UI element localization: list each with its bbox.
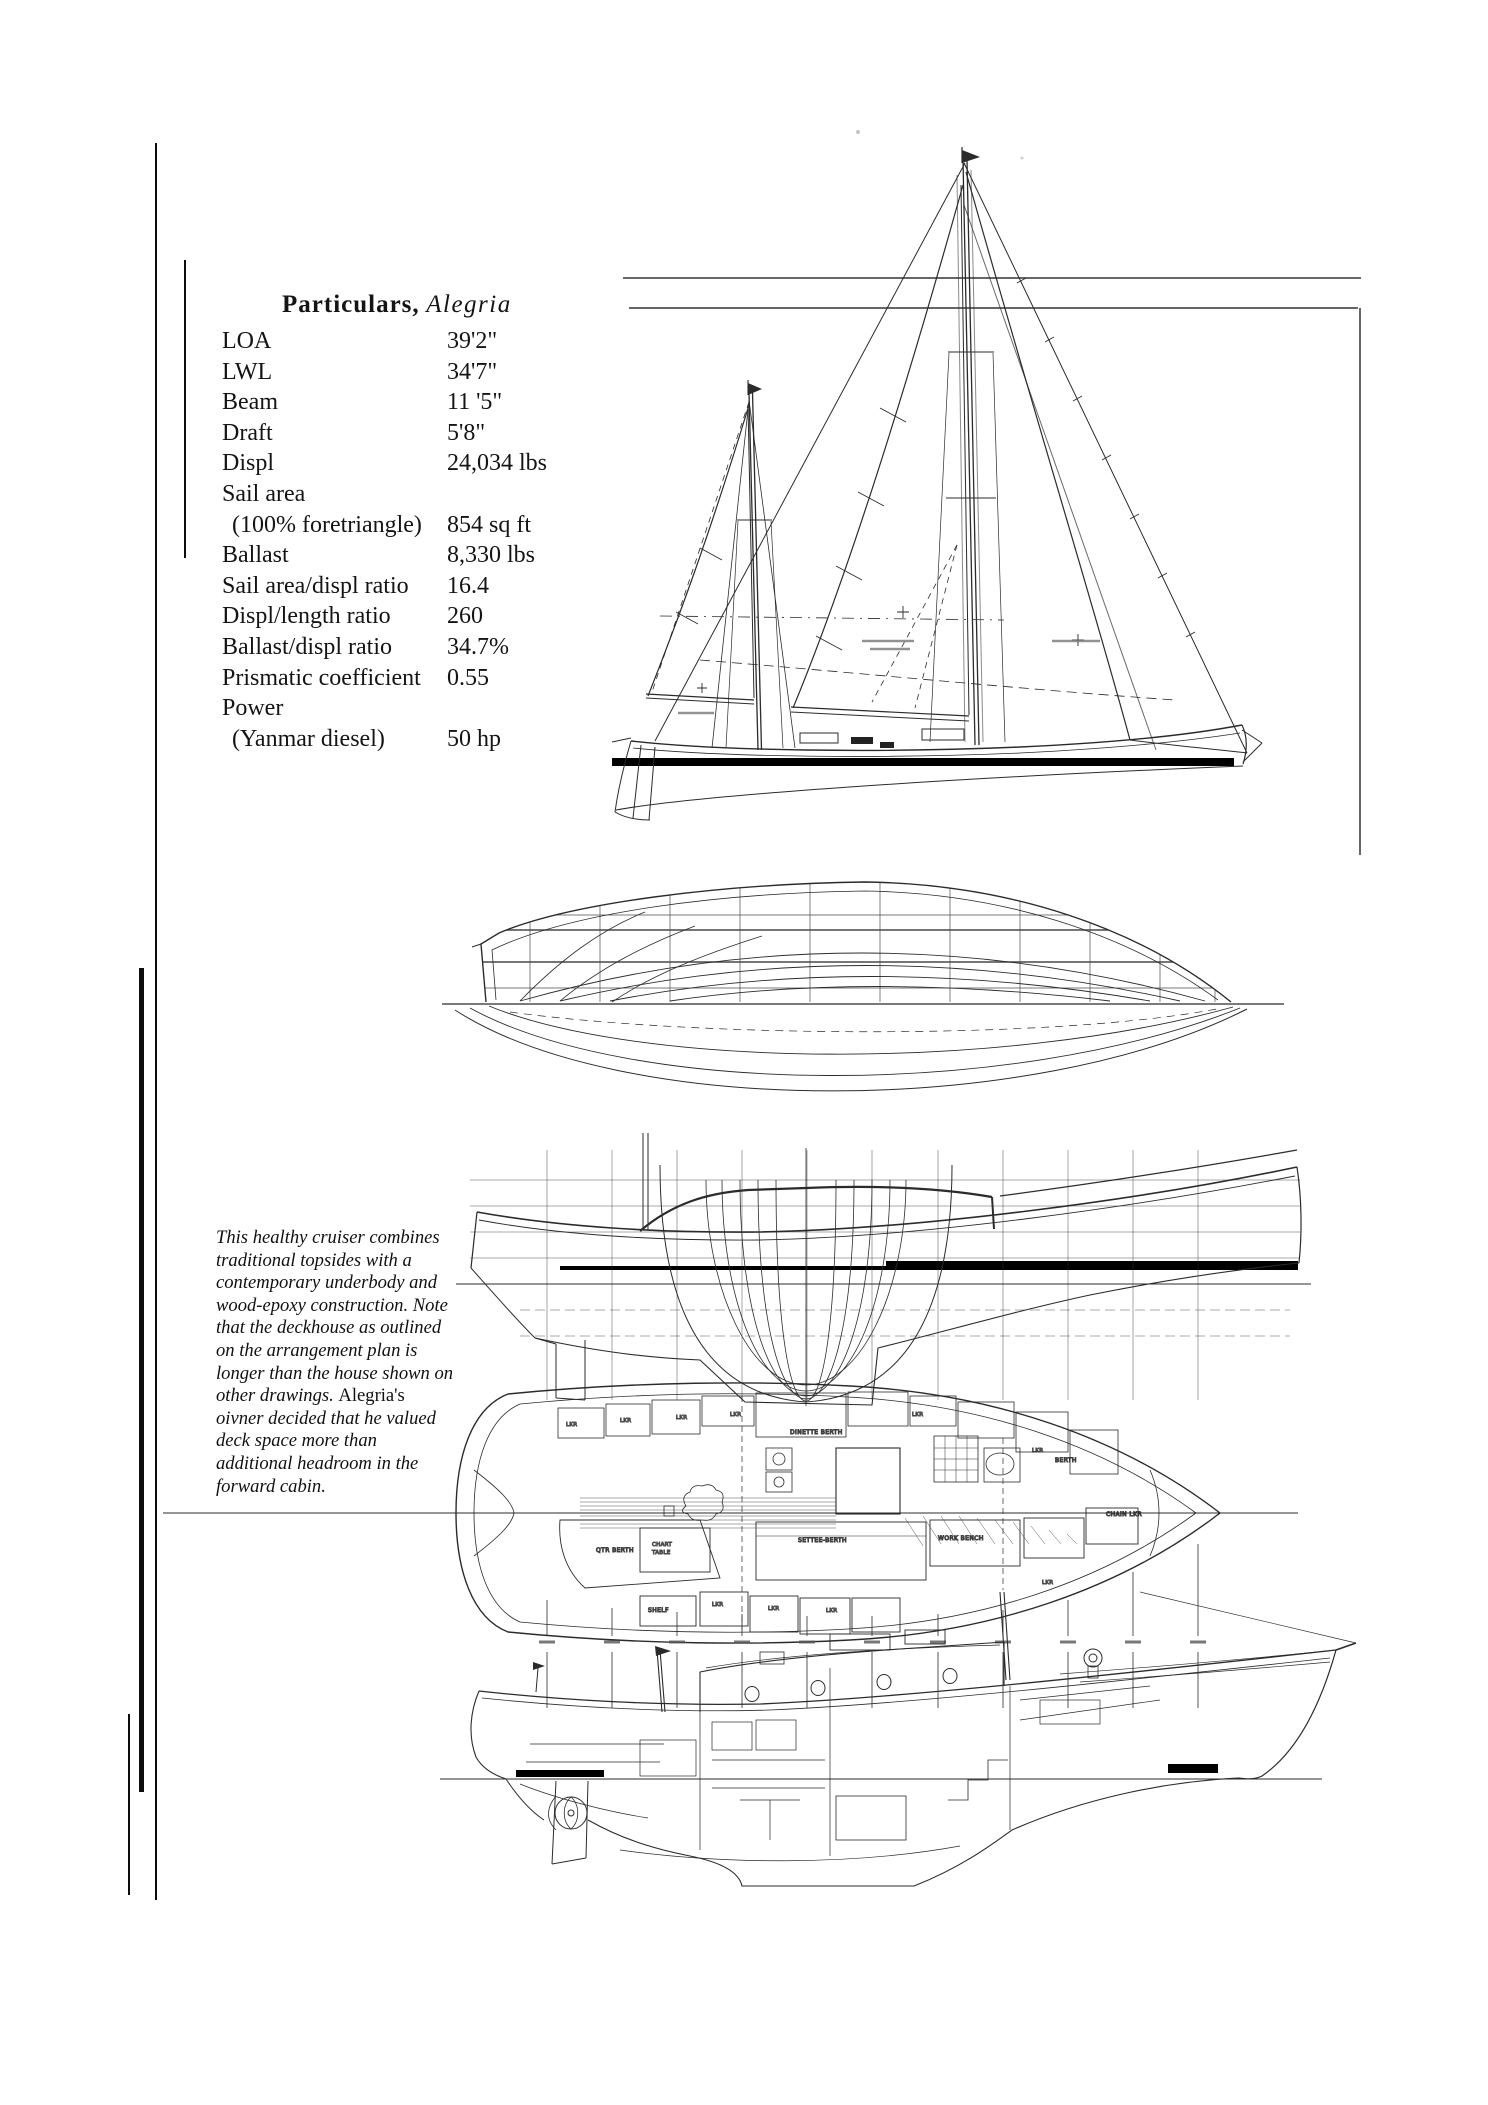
row-label: Displ/length ratio <box>222 603 391 630</box>
profile-lines-drawing <box>456 1133 1311 1406</box>
row-label: Sail area/displ ratio <box>222 572 409 599</box>
row-label: Prismatic coefficient <box>222 664 421 691</box>
scan-speck <box>1021 157 1024 160</box>
design-commentary-caption <box>216 1227 456 1498</box>
lines-plan-drawing <box>442 870 1284 1091</box>
particulars-table <box>222 291 552 756</box>
scan-speck <box>856 130 860 134</box>
row-value: 854 sq ft <box>447 511 531 538</box>
row-value: 34.7% <box>447 633 509 660</box>
particulars-row-displ-length <box>222 603 552 634</box>
row-value: 0.55 <box>447 664 489 691</box>
row-label: LWL <box>222 358 273 385</box>
mizzen-pennant <box>748 383 762 395</box>
particulars-row-loa <box>222 328 552 359</box>
page-frame-lines <box>623 278 1361 855</box>
plan-label: QTR BERTH <box>596 1547 634 1554</box>
row-value: 50 hp <box>447 725 501 752</box>
row-label: (Yanmar diesel) <box>232 725 385 752</box>
row-label: Sail area <box>222 480 306 507</box>
caption-italic-tail: oivner decided that he valued deck space more than additional headroom in the forward cabin. <box>216 1407 436 1497</box>
plan-label: BERTH <box>1055 1457 1077 1464</box>
plan-label: LKR <box>826 1608 838 1614</box>
particulars-row-beam <box>222 389 552 420</box>
particulars-title <box>222 291 552 319</box>
caption-italic-lead: This healthy cruiser combines traditional topsides with a contemporary underbody and wood-epoxy construction. Note that the deckhouse as outlined on the arrangement plan is longer than the house shown on other drawings. <box>216 1227 454 1407</box>
caption-boat-name: Alegria's <box>338 1385 405 1407</box>
particulars-title-word: Particulars, <box>282 291 420 318</box>
row-value: 34'7" <box>447 358 498 385</box>
station-grid <box>539 1544 1206 1708</box>
row-value: 39'2" <box>447 328 498 354</box>
particulars-row-draft <box>222 420 552 451</box>
row-label: Power <box>222 695 284 722</box>
plan-label: LKR <box>768 1606 780 1612</box>
row-value: 24,034 lbs <box>447 450 548 477</box>
waterline-bar <box>612 758 1234 766</box>
row-label: (100% foretriangle) <box>232 511 422 538</box>
plan-label: LKR <box>712 1602 724 1608</box>
row-label: Displ <box>222 450 275 477</box>
plan-label: TABLE <box>652 1550 671 1556</box>
plan-label: CHART <box>652 1542 673 1548</box>
row-value: 8,330 lbs <box>447 542 536 569</box>
row-value: 16.4 <box>447 572 489 599</box>
particulars-rows <box>222 328 552 756</box>
particulars-row-displ <box>222 450 552 481</box>
particulars-row-lwl <box>222 359 552 390</box>
plan-label: DINETTE BERTH <box>790 1429 843 1436</box>
row-label: Draft <box>222 419 273 446</box>
row-label: Ballast <box>222 542 289 569</box>
particulars-row-power <box>222 695 552 726</box>
particulars-row-foretriangle <box>222 512 552 543</box>
plan-label: LKR <box>676 1415 688 1421</box>
boat-name: Alegria <box>426 291 512 318</box>
plan-label: LKR <box>730 1412 742 1418</box>
row-value: 11 '5" <box>447 389 503 416</box>
row-label: Ballast/displ ratio <box>222 633 392 660</box>
particulars-row-ballast-displ <box>222 634 552 665</box>
plan-label: LKR <box>620 1418 632 1424</box>
plan-label: WORK BENCH <box>938 1535 984 1542</box>
plan-label: SETTEE-BERTH <box>798 1537 847 1544</box>
particulars-row-sa-displ <box>222 573 552 604</box>
sail-plan-drawing <box>612 147 1262 820</box>
row-label: LOA <box>222 328 272 354</box>
particulars-row-sailarea <box>222 481 552 512</box>
plan-label: LKR <box>1042 1580 1054 1586</box>
plan-label: LKR <box>1032 1448 1044 1454</box>
plan-label: CHAIN LKR <box>1106 1511 1143 1518</box>
plan-label: LKR <box>566 1422 578 1428</box>
row-label: Beam <box>222 389 278 416</box>
plan-label: LKR <box>912 1412 924 1418</box>
row-value: 5'8" <box>447 419 486 446</box>
particulars-row-prismatic <box>222 665 552 696</box>
particulars-row-yanmar <box>222 726 552 757</box>
plan-label: SHELF <box>648 1607 669 1614</box>
boot-top-bar <box>886 1261 1298 1270</box>
particulars-row-ballast <box>222 542 552 573</box>
masthead-pennant <box>962 150 980 163</box>
row-value: 260 <box>447 603 483 630</box>
